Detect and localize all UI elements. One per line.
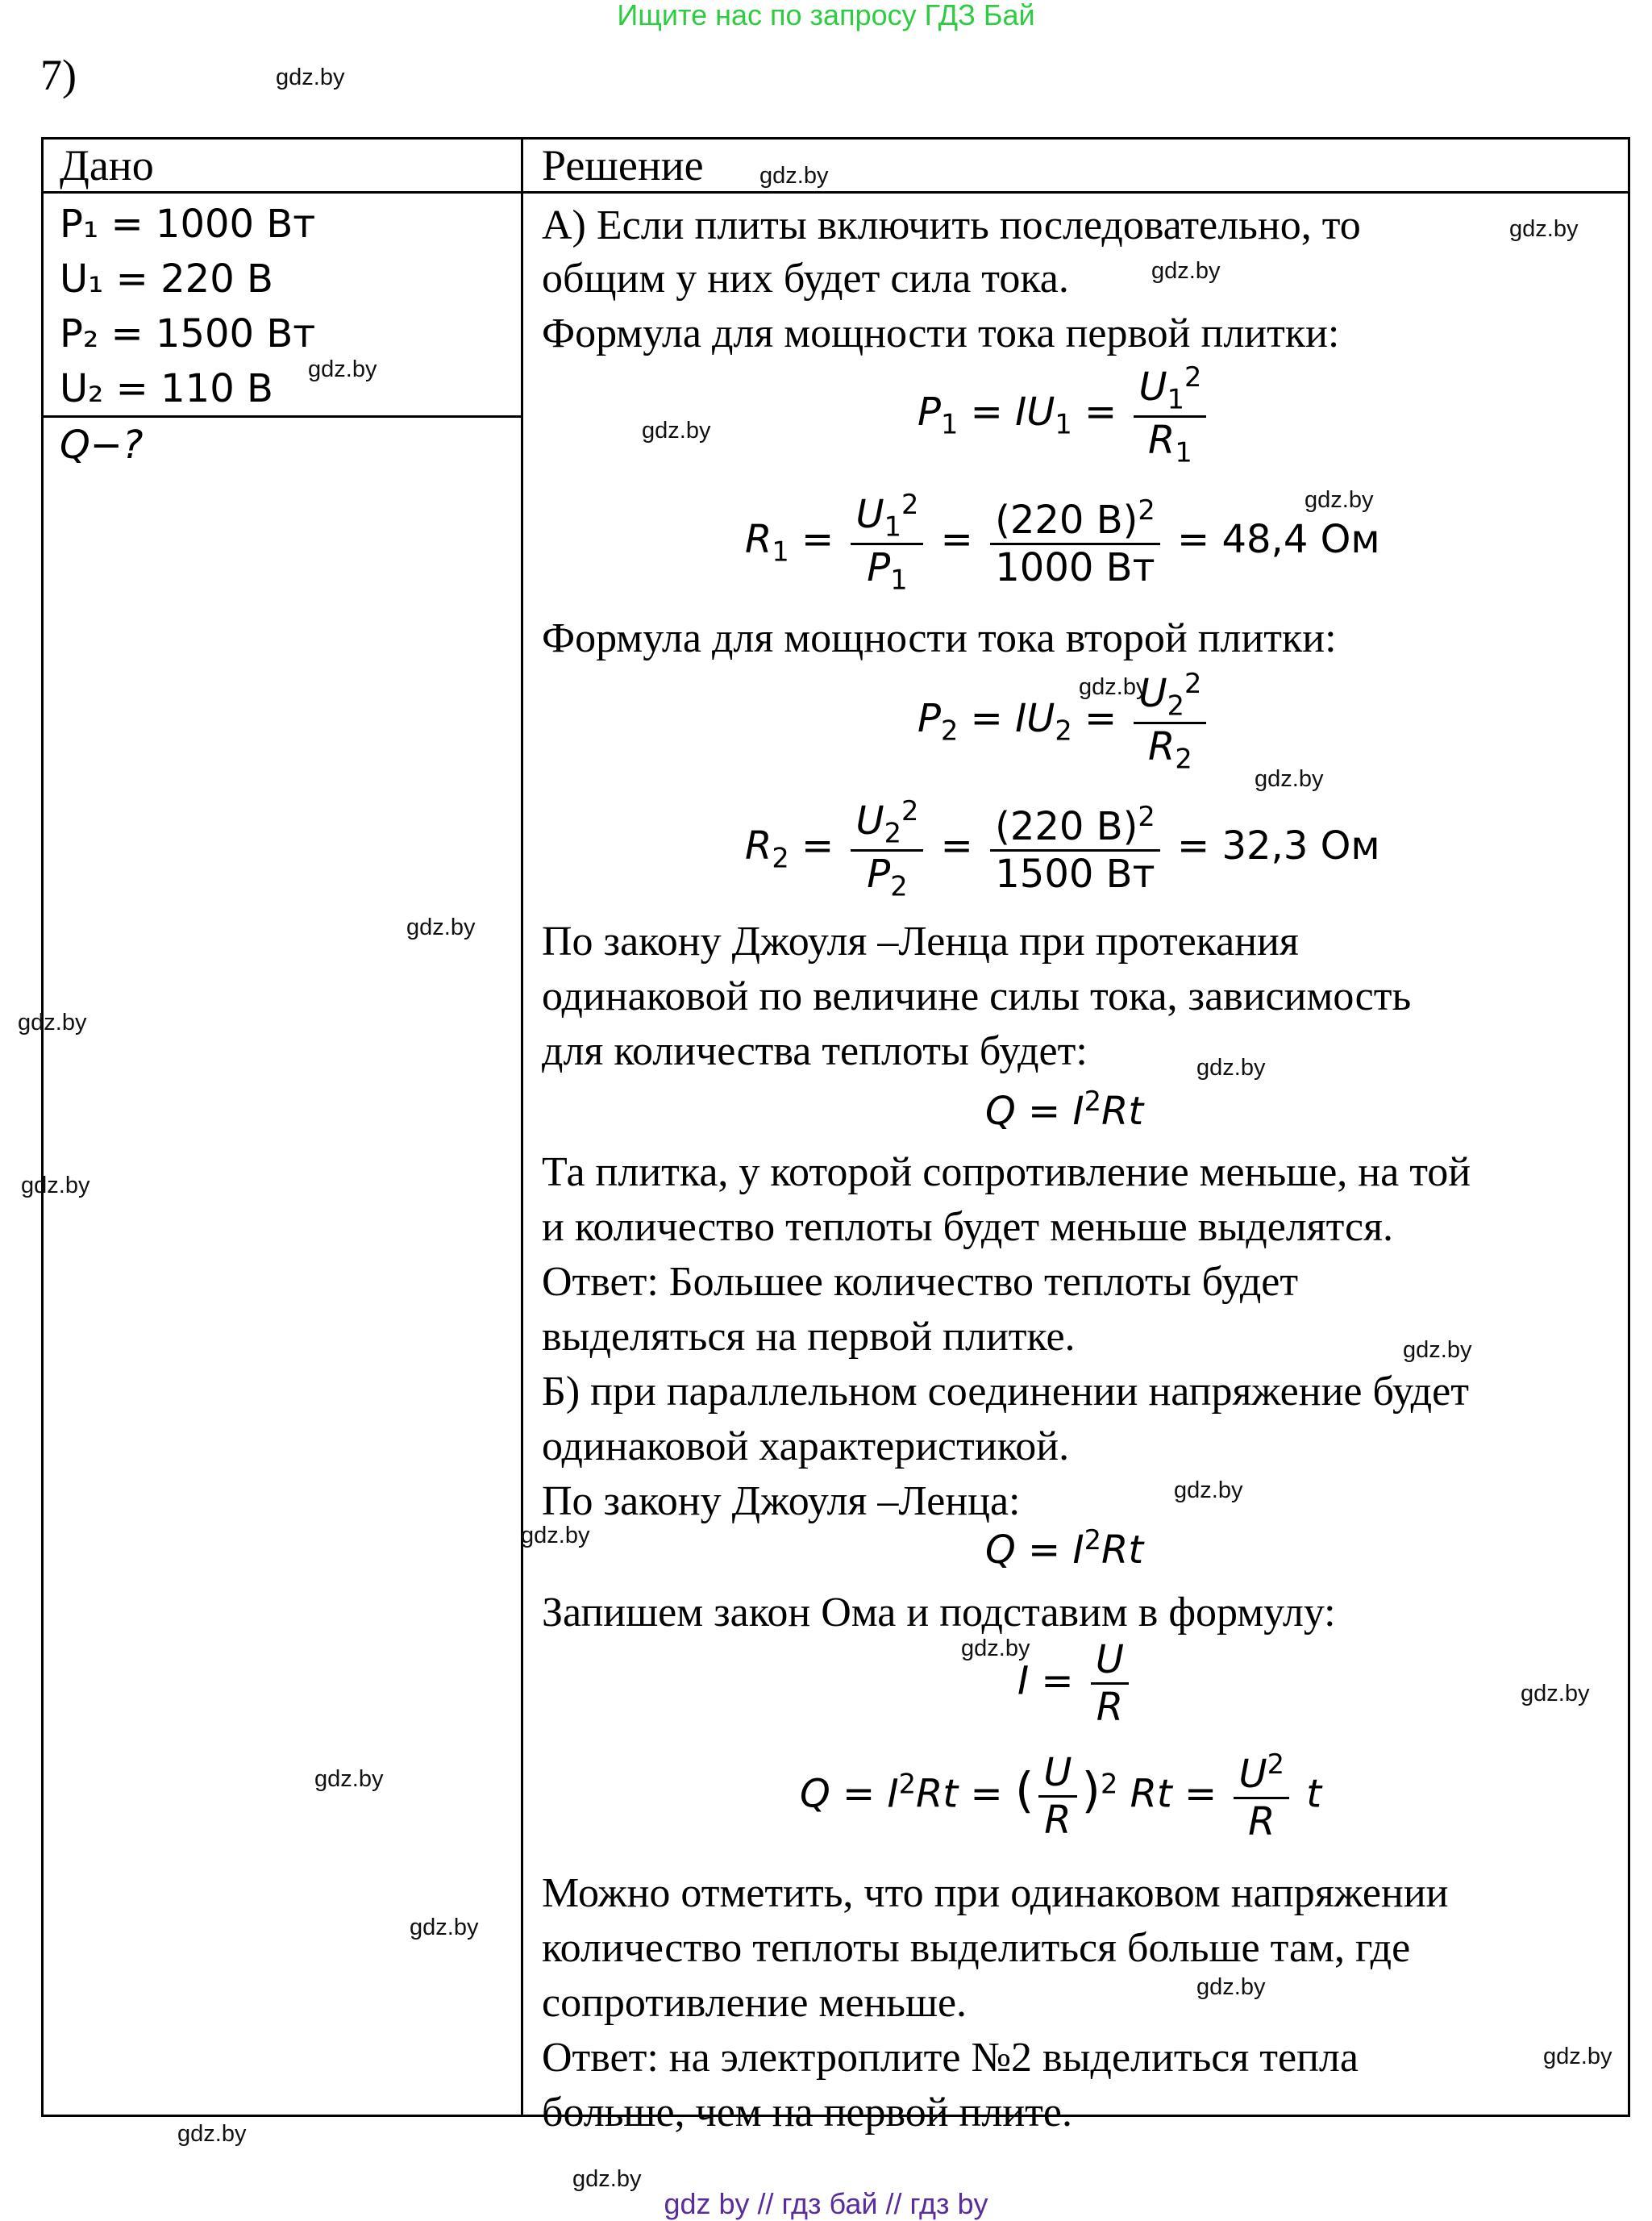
formula-ohm: I = $\frac{U}{R}$ [1017, 1637, 1134, 1730]
formula-r1: $R_1$ = $\frac{U_1^2}{P_1}$ = $\frac{(220 В)^2}{1000 Вт}$ = 48,4 Ом [745, 489, 1380, 596]
watermark: gdz.by [406, 915, 476, 940]
watermark: gdz.by [961, 1636, 1030, 1661]
sol-b-line5: Можно отметить, что при одинаковом напряжении [542, 1870, 1449, 1916]
sol-a-line9: и количество теплоты будет меньше выделятся. [542, 1204, 1393, 1250]
watermark: gdz.by [308, 356, 377, 382]
watermark: gdz.by [521, 1523, 590, 1548]
find-q: Q−? [60, 423, 144, 468]
watermark: gdz.by [1196, 1974, 1266, 2000]
watermark: gdz.by [314, 1766, 384, 1792]
watermark: gdz.by [1521, 1681, 1590, 1706]
formula-p1: $P_1 = IU_1$ = $\frac{U_1^2}{R_1}$ [918, 361, 1211, 468]
sol-b-line6: количество теплоты выделиться больше там, где [542, 1925, 1411, 1971]
given-u2: U₂ = 110 В [60, 366, 273, 411]
watermark: gdz.by [1196, 1055, 1266, 1081]
formula-q-final: $Q = I^2Rt$ = ( $\frac{U}{R}$ )$^2$ Rt = $\frac{U^2}{R}$ t [800, 1748, 1322, 1844]
watermark: gdz.by [1151, 258, 1221, 284]
given-p1: P₁ = 1000 Вт [60, 202, 316, 247]
watermark: gdz.by [276, 65, 345, 90]
sol-a-line4: Формула для мощности тока второй плитки: [542, 615, 1337, 661]
top-banner: Ищите нас по запросу ГДЗ Бай [617, 0, 1035, 31]
watermark: gdz.by [21, 1173, 90, 1198]
sol-b-line4: Запишем закон Ома и подставим в формулу: [542, 1590, 1336, 1636]
formula-joule-b: $Q = I^2Rt$ [985, 1524, 1144, 1573]
watermark: gdz.by [18, 1010, 87, 1035]
r2-denominator: 1500 Вт [995, 851, 1155, 897]
solution-header: Решение [542, 141, 704, 190]
sol-b-answer1: Ответ: на электроплите №2 выделиться тепла [542, 2035, 1359, 2081]
sol-b-answer2: больше, чем на первой плите. [542, 2090, 1072, 2136]
r2-numerator: (220 В) [995, 803, 1138, 849]
formula-p2: $P_2 = IU_2$ = $\frac{U_2^2}{R_2}$ [918, 668, 1211, 774]
watermark: gdz.by [642, 418, 711, 444]
sol-b-line1: Б) при параллельном соединении напряжение будет [542, 1369, 1469, 1415]
sol-a-line5: По закону Джоуля –Ленца при протекания [542, 919, 1299, 965]
watermark: gdz.by [1079, 674, 1148, 700]
watermark: gdz.by [177, 2121, 247, 2147]
watermark: gdz.by [410, 1915, 479, 1940]
given-divider [41, 415, 522, 418]
r1-denominator: 1000 Вт [995, 544, 1155, 590]
watermark: gdz.by [1305, 487, 1374, 513]
sol-a-line6: одинаковой по величине силы тока, зависимость [542, 973, 1412, 1019]
watermark: gdz.by [572, 2166, 642, 2192]
watermark: gdz.by [759, 163, 829, 189]
r1-numerator: (220 В) [995, 497, 1138, 543]
sol-a-answer2: выделяться на первой плитке. [542, 1314, 1076, 1360]
watermark: gdz.by [1543, 2044, 1612, 2069]
sol-a-line8: Та плитка, у которой сопротивление меньше, на той [542, 1149, 1471, 1195]
watermark: gdz.by [1403, 1337, 1472, 1363]
sol-a-answer1: Ответ: Большее количество теплоты будет [542, 1259, 1299, 1305]
watermark: gdz.by [1509, 216, 1579, 242]
formula-r2: $R_2$ = $\frac{U_2^2}{P_2}$ = $\frac{(220 В)^2}{1500 Вт}$ = 32,3 Ом [745, 795, 1380, 902]
problem-number: 7) [40, 51, 77, 99]
footer-links: gdz by // гдз бай // гдз by [664, 2187, 988, 2220]
sol-b-line2: одинаковой характеристикой. [542, 1423, 1070, 1469]
given-p2: P₂ = 1500 Вт [60, 311, 316, 356]
r1-result: = 48,4 Ом [1177, 517, 1380, 563]
watermark: gdz.by [1174, 1477, 1243, 1503]
r2-result: = 32,3 Ом [1177, 823, 1380, 869]
formula-joule-a: $Q = I^2Rt$ [985, 1085, 1144, 1134]
sol-a-line2: общим у них будет сила тока. [542, 256, 1069, 302]
watermark: gdz.by [1255, 766, 1324, 792]
header-divider [41, 191, 1630, 194]
given-u1: U₁ = 220 В [60, 256, 273, 302]
sol-b-line7: сопротивление меньше. [542, 1980, 967, 2026]
sol-a-line1: А) Если плиты включить последовательно, то [542, 202, 1361, 248]
sol-a-line7: для количества теплоты будет: [542, 1028, 1088, 1074]
sol-a-line3: Формула для мощности тока первой плитки: [542, 310, 1340, 356]
column-divider [521, 137, 523, 2117]
sol-b-line3: По закону Джоуля –Ленца: [542, 1478, 1021, 1524]
given-header: Дано [60, 141, 154, 190]
